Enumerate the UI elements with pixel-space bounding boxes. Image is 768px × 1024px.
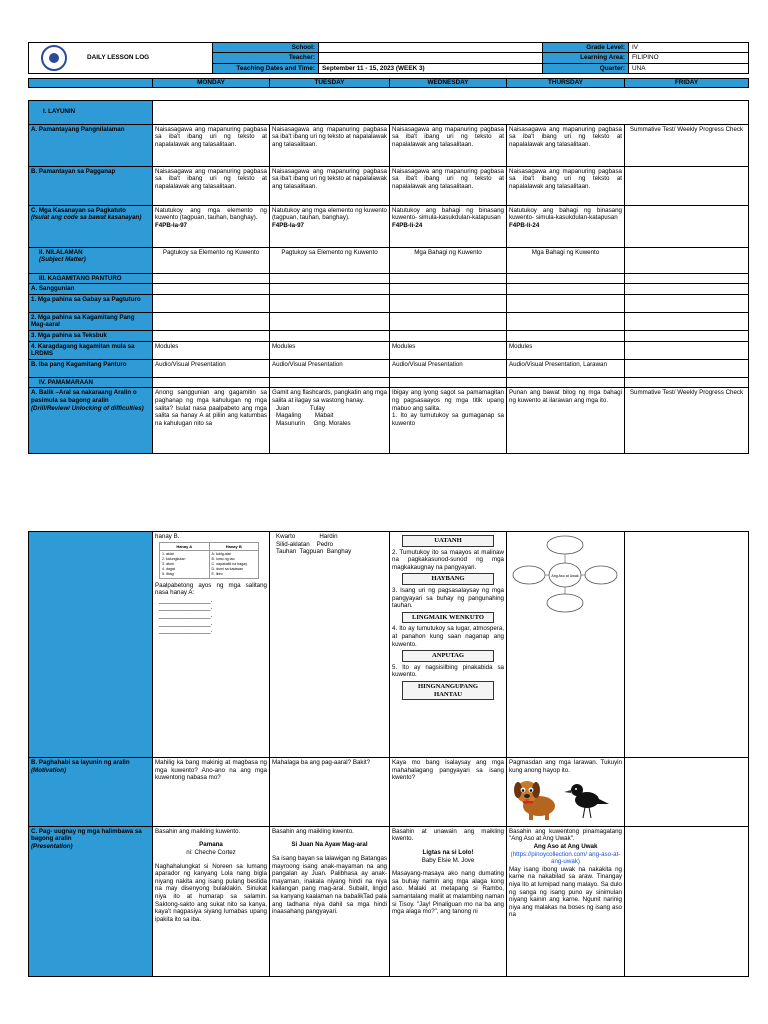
hanay-a-head: Hanay A bbox=[160, 542, 210, 550]
blank-line: _______________. bbox=[159, 611, 213, 619]
pu-wed-body: Masayang-masaya ako nang dumating sa buhay namin ang mga alaga kong aso. Malaki at metapang si Rambo, samantalang maliit at malambing naman si Tisoy. "Jay! Pinaliguan mo na ba ang mga alaga mo?", ang tanong ni bbox=[392, 870, 504, 916]
pu-friday bbox=[625, 826, 749, 976]
pu-wed-title: Ligtas na si Lolo! bbox=[422, 848, 474, 856]
pam-wed bbox=[390, 377, 507, 388]
hanay-a-item: 4. dagat bbox=[162, 566, 175, 571]
nil-friday bbox=[625, 247, 749, 273]
hanay-a-item: 5. libag bbox=[162, 571, 174, 576]
row-a-monday: Naisasagawa ang mapanuring pagbasa sa iba't ibang uri ng teksto at napalalawak ang talasalitaan. bbox=[153, 124, 270, 166]
kagamitan-label: III. KAGAMITANG PANTURO bbox=[29, 273, 153, 284]
row-b-tuesday: Naisasagawa ang mapanuring pagbasa sa iba't ibang uri ng teksto at napalalawak ang talasalitaan. bbox=[270, 166, 390, 205]
ref4-label: 4. Karagdagang kagamitan mula sa LRDMS bbox=[29, 341, 153, 359]
ref4-tuesday: Modules bbox=[270, 341, 390, 359]
row-c-note: (Isulat ang code sa bawat kasanayan) bbox=[31, 214, 142, 222]
row-a-thursday: Naisasagawa ang mapanuring pagbasa sa iba't ibang uri ng teksto at napalalawak ang talasalitaan. bbox=[507, 124, 625, 166]
nil-monday: Pagtukoy sa Elemento ng Kuwento bbox=[153, 247, 270, 273]
row-b-label: B. Pamantayan sa Pagganap bbox=[29, 166, 153, 205]
ibapa-label: B. Iba pang Kagamitang Panturo bbox=[29, 359, 153, 377]
days-header bbox=[28, 78, 749, 88]
ref4-wednesday: Modules bbox=[390, 341, 507, 359]
kag-thu bbox=[507, 273, 625, 284]
hanay-a-items bbox=[160, 550, 210, 578]
pam-mon bbox=[153, 377, 270, 388]
day-friday: FRIDAY bbox=[625, 79, 749, 88]
row-c-wednesday bbox=[390, 205, 507, 247]
ba-wed-text: Ibigay ang iyong sagot sa pamamagitan ng pagsasaayos ng mga titik upang mabuo ang salita. bbox=[392, 389, 504, 412]
p2-tuesday-cont bbox=[270, 532, 390, 758]
school-value bbox=[319, 43, 543, 53]
wed-q3: 3. Isang uri ng pagsasalaysay ng mga pangyayari sa buhay ng pangunahing tauhan. bbox=[392, 586, 504, 610]
teacher-label: Teacher: bbox=[213, 53, 319, 63]
dog-and-crow-illustration bbox=[509, 774, 621, 822]
paghahabi-title: B. Paghahabi sa layunin ng aralin bbox=[31, 759, 130, 766]
tue-cont-words: Kwarto Hardin Silid-aklatan Pedro Tauhan Tagpuan Banghay bbox=[276, 533, 352, 556]
jumble-box-1: UATANH bbox=[402, 535, 494, 547]
ref3-tue bbox=[270, 330, 390, 341]
c-thu-code: F4PB-Ii-24 bbox=[509, 221, 540, 229]
p2-friday-cont bbox=[625, 532, 749, 758]
ref2-wed bbox=[390, 312, 507, 330]
ref2-mon bbox=[153, 312, 270, 330]
jumble-box-3: LINGMAIK WENKUTO bbox=[402, 612, 494, 624]
row-c-label bbox=[29, 205, 153, 247]
pam-fri bbox=[625, 377, 749, 388]
c-tue-text: Natutukoy ang mga elemento ng kuwento (tagpuan, tauhan, banghay). bbox=[272, 206, 387, 222]
ba-tuesday bbox=[270, 388, 390, 454]
ref3-label: 3. Mga pahina sa Teksbuk bbox=[29, 330, 153, 341]
pagugnay-title: C. Pag- uugnay ng mga halimbawa sa bagong aralin bbox=[31, 827, 142, 843]
pu-wed-author: Baby Elsie M. Jove bbox=[421, 856, 475, 864]
c-tue-code: F4PB-Ia-97 bbox=[272, 221, 304, 229]
layunin-label: I. LAYUNIN bbox=[29, 100, 153, 124]
hanay-table bbox=[159, 542, 259, 579]
row-c-friday bbox=[625, 205, 749, 247]
ba-wednesday bbox=[390, 388, 507, 454]
pg-thu-text: Pagmasdan ang mga larawan. Tukuyin kung anong hayop ito. bbox=[509, 759, 622, 774]
sang-thu bbox=[507, 284, 625, 295]
mon-blanks bbox=[155, 597, 267, 635]
kag-mon bbox=[153, 273, 270, 284]
ref1-mon bbox=[153, 294, 270, 312]
row-b-friday bbox=[625, 166, 749, 205]
ref4-monday: Modules bbox=[153, 341, 270, 359]
nil-wednesday: Mga Bahagi ng Kuwento bbox=[390, 247, 507, 273]
paghahabi-note: (Motivation) bbox=[31, 766, 67, 774]
ref1-thu bbox=[507, 294, 625, 312]
pg-wednesday: Kaya mo bang isalaysay ang mga mahahalagang pangyayari sa isang kwento? bbox=[390, 758, 507, 827]
ba-friday: Summative Test/ Weekly Progress Check bbox=[625, 388, 749, 454]
p2-left-continued bbox=[29, 532, 153, 758]
pu-thursday bbox=[507, 826, 625, 976]
hanay-a-item: 2. kalungkutan bbox=[162, 556, 186, 561]
row-c-monday bbox=[153, 205, 270, 247]
dates-value: September 11 - 15, 2023 (WEEK 3) bbox=[319, 63, 543, 73]
ibapa-tuesday: Audio/Visual Presentation bbox=[270, 359, 390, 377]
row-a-friday: Summative Test/ Weekly Progress Check bbox=[625, 124, 749, 166]
story-link-text[interactable]: (https://pinoycollection.com/ ang-aso-at-ang-uwak) bbox=[510, 850, 621, 866]
pu-mon-author: ni: Cheche Cortez bbox=[186, 848, 236, 856]
row-c-tuesday bbox=[270, 205, 390, 247]
pu-tuesday bbox=[270, 826, 390, 976]
pagugnay-note: (Presentation) bbox=[31, 842, 73, 850]
c-wed-code: F4PB-Ii-24 bbox=[392, 221, 423, 229]
nil-thursday: Mga Bahagi ng Kuwento bbox=[507, 247, 625, 273]
dates-label: Teaching Dates and Time: bbox=[213, 63, 319, 73]
pu-thu-title: Ang Aso at Ang Uwak bbox=[533, 842, 598, 850]
header-logo-cell bbox=[29, 43, 213, 74]
nilalaman-note: (Subject Matter) bbox=[39, 256, 86, 264]
ref3-thu bbox=[507, 330, 625, 341]
day-wednesday: WEDNESDAY bbox=[390, 79, 507, 88]
hanay-b-item: C. napakaliit na bagay bbox=[211, 561, 248, 566]
ref1-tue bbox=[270, 294, 390, 312]
jumble-box-5: HINGNANGUPANG HANTAU bbox=[402, 681, 494, 700]
nil-tuesday: Pagtukoy sa Elemento ng Kuwento bbox=[270, 247, 390, 273]
day-tuesday: TUESDAY bbox=[270, 79, 390, 88]
days-corner bbox=[29, 79, 153, 88]
blank-line: _______________. bbox=[159, 627, 213, 635]
pu-mon-intro: Basahin ang maikling kuwento. bbox=[155, 827, 241, 835]
dog-icon bbox=[514, 781, 555, 820]
pu-mon-title: Pamana bbox=[199, 841, 223, 849]
ref2-thu bbox=[507, 312, 625, 330]
ref4-thursday: Modules bbox=[507, 341, 625, 359]
sang-mon bbox=[153, 284, 270, 295]
ref2-fri bbox=[625, 312, 749, 330]
ba-wed-q1: 1. Ito ay tumutukoy sa gumaganap sa kuwento bbox=[392, 412, 504, 427]
ref3-mon bbox=[153, 330, 270, 341]
pu-wed-intro: Basahin at unawain ang maikling kwento. bbox=[392, 827, 504, 843]
blank-line: _______________. bbox=[159, 604, 213, 612]
grade-label: Grade Level: bbox=[543, 43, 629, 53]
ref2-label: 2. Mga pahina sa Kagamitang Pang Mag-aaral bbox=[29, 312, 153, 330]
ref2-tue bbox=[270, 312, 390, 330]
hanay-a-item: 3. atom bbox=[162, 561, 174, 566]
ref1-wed bbox=[390, 294, 507, 312]
day-monday: MONDAY bbox=[153, 79, 270, 88]
grade-value: IV bbox=[629, 43, 749, 53]
kag-fri bbox=[625, 273, 749, 284]
lesson-table-1 bbox=[28, 100, 749, 455]
ref4-friday bbox=[625, 341, 749, 359]
header-table bbox=[28, 42, 749, 74]
pam-thu bbox=[507, 377, 625, 388]
ref1-label: 1. Mga pahina sa Gabay sa Pagtuturo bbox=[29, 294, 153, 312]
p2-monday-cont bbox=[153, 532, 270, 758]
crow-icon bbox=[564, 784, 609, 818]
balik-aral-note: (Drill/Review/ Unlocking of difficulties) bbox=[31, 404, 144, 412]
pu-thu-intro: Basahin ang kuwentong pinamagatang "Ang Aso at Ang Uwak". bbox=[509, 827, 622, 843]
ref1-fri bbox=[625, 294, 749, 312]
sang-fri bbox=[625, 284, 749, 295]
ibapa-wednesday: Audio/Visual Presentation bbox=[390, 359, 507, 377]
wed-q5: 5. Ito ay nagsisilbing pinakabida sa kuwento. bbox=[392, 663, 504, 679]
deped-seal-icon bbox=[41, 45, 67, 71]
quarter-label: Quarter: bbox=[543, 63, 629, 73]
pamamaraan-label: IV. PAMAMARAAN bbox=[29, 377, 153, 388]
pu-wednesday bbox=[390, 826, 507, 976]
quarter-value: UNA bbox=[629, 63, 749, 73]
pg-monday: Mahilig ka bang makinig at magbasa ng mga kuwento? Ano-ano na ang mga kuwentong nabasa mo? bbox=[153, 758, 270, 827]
ba-thursday: Punan ang bawat bilog ng mga bahagi ng kuwento at ilarawan ang mga ito. bbox=[507, 388, 625, 454]
pu-tue-intro: Basahin ang maikling kwento. bbox=[272, 827, 354, 835]
story-link[interactable] bbox=[509, 851, 622, 866]
kag-wed bbox=[390, 273, 507, 284]
teacher-value bbox=[319, 53, 543, 63]
jumble-box-2: HAYBANG bbox=[402, 573, 494, 585]
row-c-title: C. Mga Kasanayan sa Pagkatuto bbox=[31, 206, 126, 214]
area-value: FILIPINO bbox=[629, 53, 749, 63]
lesson-log-page-1 bbox=[28, 42, 748, 454]
school-label: School: bbox=[213, 43, 319, 53]
sang-wed bbox=[390, 284, 507, 295]
sang-tue bbox=[270, 284, 390, 295]
hanay-b-head: Hanay B bbox=[209, 542, 259, 550]
area-label: Learning Area: bbox=[543, 53, 629, 63]
ibapa-monday: Audio/Visual Presentation bbox=[153, 359, 270, 377]
paghahabi-label bbox=[29, 758, 153, 827]
row-b-wednesday: Naisasagawa ang mapanuring pagbasa sa iba't ibang uri ng teksto at napalalawak ang talasalitaan. bbox=[390, 166, 507, 205]
ba-tue-words: Juan Tulay Magaling Mabait Masunurin Gng. Morales bbox=[276, 404, 351, 427]
pam-tue bbox=[270, 377, 390, 388]
hanay-b-item: E. libro bbox=[211, 571, 223, 576]
c-mon-code: F4PB-Ia-97 bbox=[155, 221, 187, 229]
ref3-wed bbox=[390, 330, 507, 341]
ibapa-friday bbox=[625, 359, 749, 377]
c-mon-text: Natutukoy ang mga elemento ng kuwento (tagpuan, tauhan, banghay). bbox=[155, 206, 267, 222]
c-thu-text: Natutukoy ang bahagi ng binasang kuwento- simula-kasukdulan-katapusan bbox=[509, 206, 622, 222]
pu-thu-body: May isang ibong uwak na nakakita ng karne na nakabilad sa araw. Tinangay niya ito at lumipad nang malayo. Sa dulo ng sanga ng isang puno ay sinimulan niyang kainin ang karne. Ngunit narinig niya ang malakas na boses ng isang aso na bbox=[509, 865, 622, 919]
nilalaman-title: II. NILALAMAN bbox=[39, 248, 83, 256]
pu-tue-body: Sa isang bayan sa lalawigan ng Batangas mayroong isang anak-mayaman na ang pangalan ay Juan. Palibhasa ay anak-mayaman, inakala niyang hindi na niya kailangan pang mag-aral. Subalit, lingid sa kanyang kaalaman na babalikTad pala ang tadhana niya dahil sa mga hindi inaasahang pangyayari. bbox=[272, 854, 387, 916]
story-parts-diagram bbox=[509, 533, 621, 613]
layunin-cell bbox=[153, 100, 749, 124]
ba-tue-text: Gamit ang flashcards, pangkatin ang mga salita at ilagay sa wastong hanay. bbox=[272, 389, 387, 404]
nilalaman-label bbox=[29, 247, 153, 273]
ibapa-thursday: Audio/Visual Presentation, Larawan bbox=[507, 359, 625, 377]
ref3-fri bbox=[625, 330, 749, 341]
p2-thursday-cont bbox=[507, 532, 625, 758]
row-c-thursday bbox=[507, 205, 625, 247]
mon-cont-text: hanay B. bbox=[155, 533, 180, 540]
balik-aral-title: A. Balik –Aral sa nakaraang Aralin o pasimula sa bagong aralin bbox=[31, 389, 137, 404]
pg-friday bbox=[625, 758, 749, 827]
row-b-thursday: Naisasagawa ang mapanuring pagbasa sa iba't ibang uri ng teksto at napalalawak ang talasalitaan. bbox=[507, 166, 625, 205]
pg-thursday bbox=[507, 758, 625, 827]
pu-tue-title: Si Juan Na Ayaw Mag-aral bbox=[291, 841, 368, 849]
sanggunian-label: A. Sanggunian bbox=[29, 284, 153, 295]
balik-aral-label bbox=[29, 388, 153, 454]
wed-q2: 2. Tumutukoy ito sa maayos at malinaw na pagkakasunod-sunod ng mga magkakaugnay na pangyayari. bbox=[392, 548, 504, 571]
hanay-b-item: B. lumo ng tao bbox=[211, 556, 235, 561]
blank-line: _______________. bbox=[159, 596, 213, 604]
pu-monday bbox=[153, 826, 270, 976]
hanay-a-item: 1. aklat bbox=[162, 551, 174, 556]
mon-after-text: Paalpabetong ayos ng mga salitang nasa hanay A: bbox=[155, 581, 267, 597]
row-a-tuesday: Naisasagawa ang mapanuring pagbasa sa iba't ibang uri ng teksto at napalalawak ang talasalitaan. bbox=[270, 124, 390, 166]
pagugnay-label bbox=[29, 826, 153, 976]
row-a-label: A. Pamantayang Pangnilalaman bbox=[29, 124, 153, 166]
jumble-box-4: ANPUTAG bbox=[402, 650, 494, 662]
hanay-b-items bbox=[209, 550, 259, 578]
kag-tue bbox=[270, 273, 390, 284]
p2-wednesday-cont bbox=[390, 532, 507, 758]
wed-q4: 4. Ito ay tumutukoy sa lugar, atmospera, at panahon kung saan naganap ang kuwento. bbox=[392, 625, 504, 648]
day-thursday: THURSDAY bbox=[507, 79, 625, 88]
diagram-center-label: Ang Aso at Uwak bbox=[551, 574, 579, 578]
blank-line: _______________. bbox=[159, 619, 213, 627]
hanay-b-item: D. dumi sa katawan bbox=[211, 566, 244, 571]
ba-monday: Anong sanggunian ang gagamitin sa paghanap ng mga kahulugan ng mga salita? Isulat nasa paalpabeto ang mga salita sa hanay A at piliin ang katumbas na kahulugan nito sa bbox=[153, 388, 270, 454]
hanay-b-item: A. tubig-alat bbox=[211, 551, 231, 556]
pg-tuesday: Mahalaga ba ang pag-aaral? Bakit? bbox=[270, 758, 390, 827]
log-title: DAILY LESSON LOG bbox=[87, 54, 150, 62]
lesson-log-page-2 bbox=[28, 531, 748, 977]
lesson-table-2 bbox=[28, 531, 749, 977]
c-wed-text: Natutukoy ang bahagi ng binasang kuwento- simula-kasukdulan-katapusan bbox=[392, 206, 504, 222]
row-a-wednesday: Naisasagawa ang mapanuring pagbasa sa iba't ibang uri ng teksto at napalalawak ang talasalitaan. bbox=[390, 124, 507, 166]
pu-mon-body: Naghahalungkat si Noreen sa lumang aparador ng kanyang Lola nang bigla niyang nakita ang isang pulang bestida na may disenyong bulaklakin. Sinukat niya ito at humarap sa salamin. Saktong-sakto ang sukat nito sa kanya, kaya't nagpasiya siyang lumabas upang ipakita ito sa iba. bbox=[155, 862, 267, 923]
row-b-monday: Naisasagawa ang mapanuring pagbasa sa iba't ibang uri ng teksto at napalalawak ang talasalitaan. bbox=[153, 166, 270, 205]
